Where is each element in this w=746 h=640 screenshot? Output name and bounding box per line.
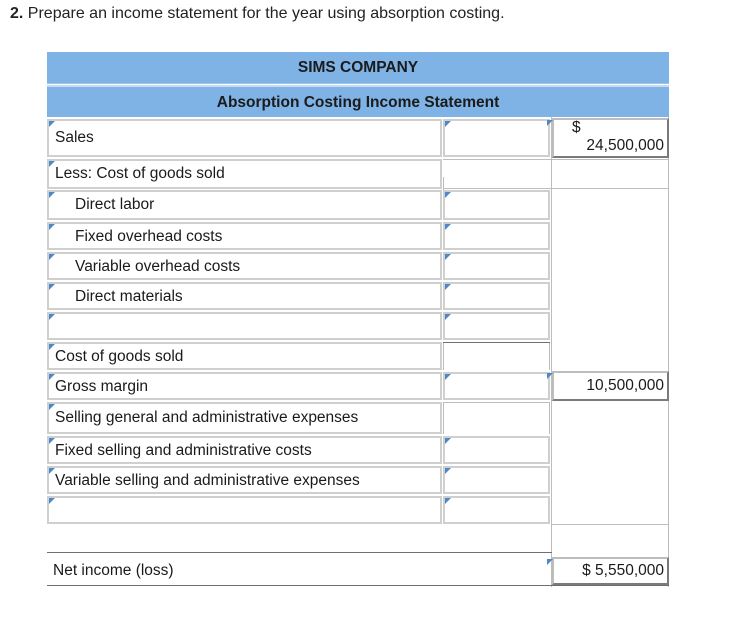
direct-materials-amount-input[interactable] — [443, 282, 550, 310]
gross-margin-detail-input[interactable] — [443, 372, 550, 400]
net-income-label: Net income (loss) — [53, 562, 174, 579]
direct-labor-amount-input[interactable] — [443, 190, 550, 220]
gross-margin-amount-input[interactable]: 10,500,000 — [552, 371, 669, 401]
blank-selling-amount-input[interactable] — [443, 496, 550, 524]
blank-selling-label-field[interactable] — [47, 496, 442, 524]
company-name-header: SIMS COMPANY — [47, 52, 669, 84]
variable-overhead-amount-input[interactable] — [443, 252, 550, 280]
fixed-overhead-amount-input[interactable] — [443, 222, 550, 250]
blank-amount-input[interactable] — [443, 312, 550, 340]
fixed-selling-amount-input[interactable] — [443, 436, 550, 464]
divider — [443, 188, 669, 189]
income-statement-table — [47, 52, 669, 588]
variable-selling-amount-input[interactable] — [443, 466, 550, 494]
fixed-selling-label-field[interactable]: Fixed selling and administrative costs — [47, 436, 442, 464]
fixed-overhead-label-field[interactable]: Fixed overhead costs — [47, 222, 442, 250]
divider — [47, 552, 552, 553]
sales-amount-input[interactable] — [552, 118, 669, 158]
divider — [443, 159, 669, 160]
sales-currency: $ — [572, 119, 581, 136]
question-number: 2. — [10, 5, 24, 22]
statement-title-header: Absorption Costing Income Statement — [47, 85, 669, 117]
question-prompt — [10, 5, 505, 23]
sga-label-field[interactable]: Selling general and administrative expenses — [47, 402, 442, 434]
sales-amount: 24,500,000 — [586, 137, 664, 154]
sales-detail-input[interactable] — [443, 119, 550, 157]
sales-label-field[interactable]: Sales — [47, 119, 442, 157]
cogs-total-label-field[interactable]: Cost of goods sold — [47, 342, 442, 370]
direct-materials-label-field[interactable]: Direct materials — [47, 282, 442, 310]
blank-label-field[interactable] — [47, 312, 442, 340]
cogs-total-cell — [443, 343, 550, 370]
variable-overhead-label-field[interactable]: Variable overhead costs — [47, 252, 442, 280]
variable-selling-label-field[interactable]: Variable selling and administrative expenses — [47, 466, 442, 494]
direct-labor-label-field[interactable]: Direct labor — [47, 190, 442, 220]
divider — [552, 524, 669, 525]
net-income-amount-input[interactable]: $ 5,550,000 — [552, 557, 669, 585]
question-text: Prepare an income statement for the year using absorption costing. — [27, 5, 505, 22]
cogs-header-label-field[interactable]: Less: Cost of goods sold — [47, 159, 442, 189]
gross-margin-label-field[interactable]: Gross margin — [47, 372, 442, 400]
sga-cell — [443, 403, 550, 434]
